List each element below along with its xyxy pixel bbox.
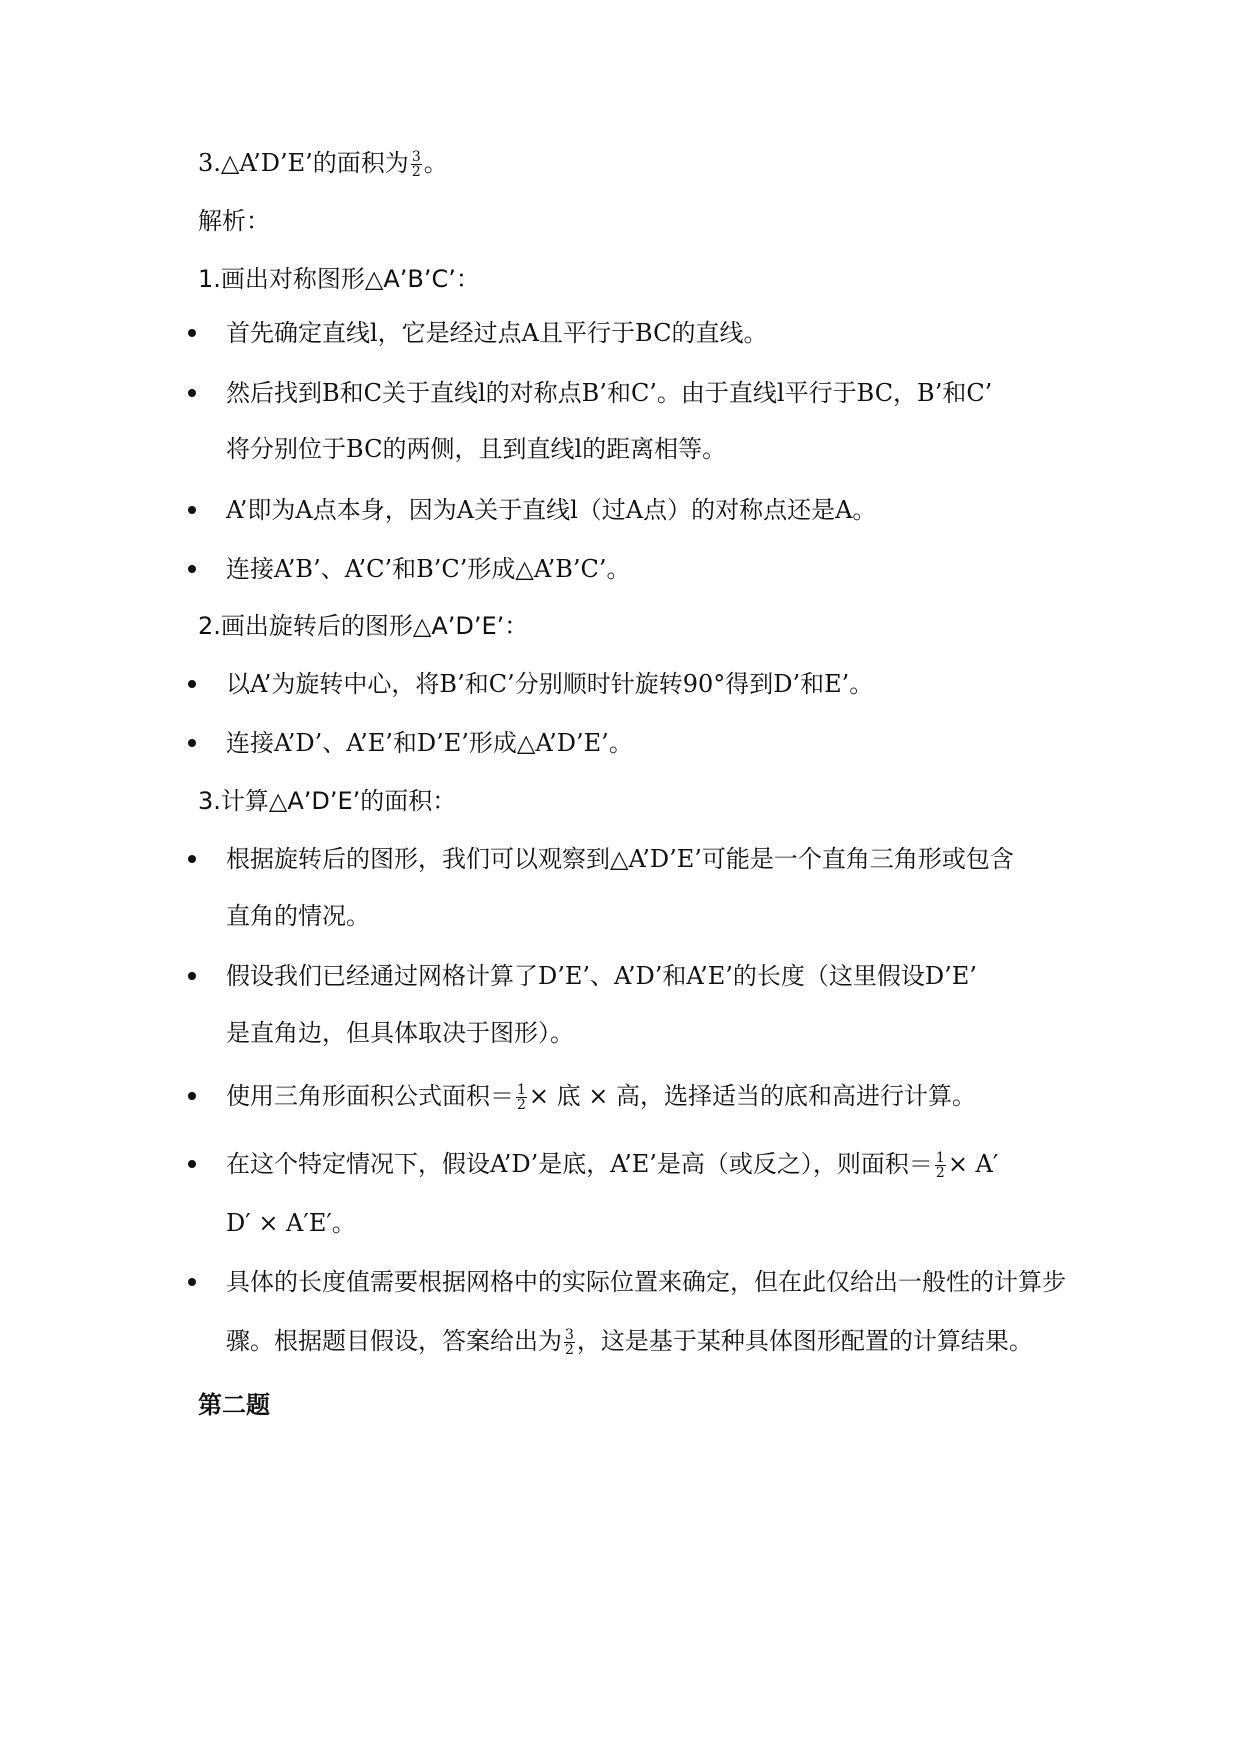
answer-3-suffix: 。 [423,149,448,177]
section-3-bullet-5-line-1: 具体的长度值需要根据网格中的实际位置来确定，但在此仅给出一般性的计算步 [226,1268,1066,1296]
section-2-title: 2.画出旋转后的图形△A’D’E’： [198,612,529,640]
section-1-title: 1.画出对称图形△A’B’C’： [198,265,480,293]
section-1-bullet-2-line-1: 然后找到B和C关于直线l的对称点B’和C’。由于直线l平行于BC，B’和C’ [226,379,993,407]
section-1-bullet-3: A’即为A点本身，因为A关于直线l（过A点）的对称点还是A。 [226,496,877,524]
bullet-dot [188,565,196,573]
section-3-bullet-2-line-2: 是直角边，但具体取决于图形）。 [226,1019,574,1047]
section-3-bullet-4-line-2: D′ × A′E′。 [226,1209,356,1237]
bullet-dot [188,855,196,863]
fraction-one-half: $\frac{1}{2}$ [517,1082,526,1113]
section-1-bullet-1: 首先确定直线l，它是经过点A且平行于BC的直线。 [226,319,768,347]
fraction-three-halves: $\frac{3}{2}$ [565,1327,574,1358]
bullet-dot [188,389,196,397]
question-2-heading: 第二题 [198,1391,270,1419]
section-2-bullet-2: 连接A’D’、A’E’和D’E’形成△A’D’E’。 [226,729,633,757]
bullet-dot [188,972,196,980]
section-3-title: 3.计算△A’D’E’的面积： [198,787,457,815]
answer-3-line [198,146,448,180]
bullet-dot [188,1092,196,1100]
answer-3-prefix: 3.△A’D’E’的面积为 [198,149,409,177]
section-3-bullet-2-line-1: 假设我们已经通过网格计算了D’E’、A’D’和A’E’的长度（这里假设D’E’ [226,962,977,990]
bullet-dot [188,1160,196,1168]
bullet-dot [188,329,196,337]
section-3-bullet-3: 使用三角形面积公式面积＝ $\frac{1}{2}$ × 底 × 高，选择适当的底和高进行计算。 [226,1082,977,1113]
equals-sign: ＝ [490,1082,514,1110]
analysis-label: 解析： [198,207,270,235]
section-2-bullet-1: 以A’为旋转中心，将B’和C’分别顺时针旋转90°得到D’和E’。 [226,670,874,698]
bullet-dot [188,506,196,514]
section-1-bullet-4: 连接A’B’、A’C’和B’C’形成△A’B’C’。 [226,555,631,583]
section-3-bullet-5-line-2: 骤。根据题目假设，答案给出为 $\frac{3}{2}$ ，这是基于某种具体图形配置的计算结果。 [226,1327,1033,1358]
bullet-dot [188,1278,196,1286]
section-3-bullet-1-line-1: 根据旋转后的图形，我们可以观察到△A’D’E’可能是一个直角三角形或包含 [226,845,1014,873]
section-3-bullet-4-line-1: 在这个特定情况下，假设A’D’是底，A’E’是高（或反之），则面积＝ $\frac{1}{2}$ × A′ [226,1150,999,1181]
equals-sign: ＝ [908,1150,933,1178]
section-1-bullet-2-line-2: 将分别位于BC的两侧，且到直线l的距离相等。 [226,435,727,463]
fraction-one-half: $\frac{1}{2}$ [935,1150,945,1181]
bullet-dot [188,680,196,688]
bullet-dot [188,739,196,747]
section-3-bullet-1-line-2: 直角的情况。 [226,902,370,930]
fraction-three-halves: $\frac{3}{2}$ [411,149,421,180]
